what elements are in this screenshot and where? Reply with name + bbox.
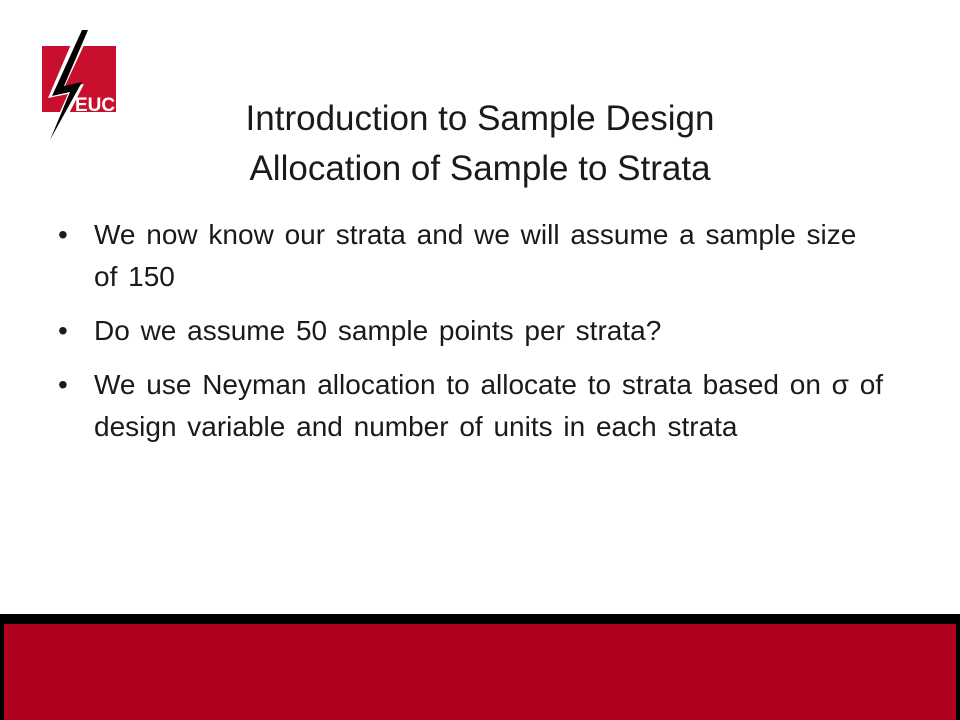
footer-red-bar: [4, 624, 956, 720]
logo-text: EUCI: [75, 95, 121, 116]
title-line-2: Allocation of Sample to Strata: [249, 149, 711, 188]
bullet-marker: •: [58, 315, 68, 346]
bullet-item: [58, 310, 888, 352]
bullet-text: Do we assume 50 sample points per strata?: [94, 315, 662, 346]
slide-title: [100, 94, 860, 194]
bullet-text: We now know our strata and we will assume a sample size of 150: [94, 219, 857, 292]
bullet-marker: •: [58, 369, 68, 400]
bullet-text: We use Neyman allocation to allocate to strata based on σ of design variable and number of units in each strata: [94, 369, 884, 442]
bullet-marker: •: [58, 219, 68, 250]
bullet-item: [58, 364, 888, 448]
bullet-list: [58, 214, 888, 460]
title-line-1: Introduction to Sample Design: [245, 99, 715, 138]
footer-band: [0, 614, 960, 720]
bullet-item: [58, 214, 888, 298]
